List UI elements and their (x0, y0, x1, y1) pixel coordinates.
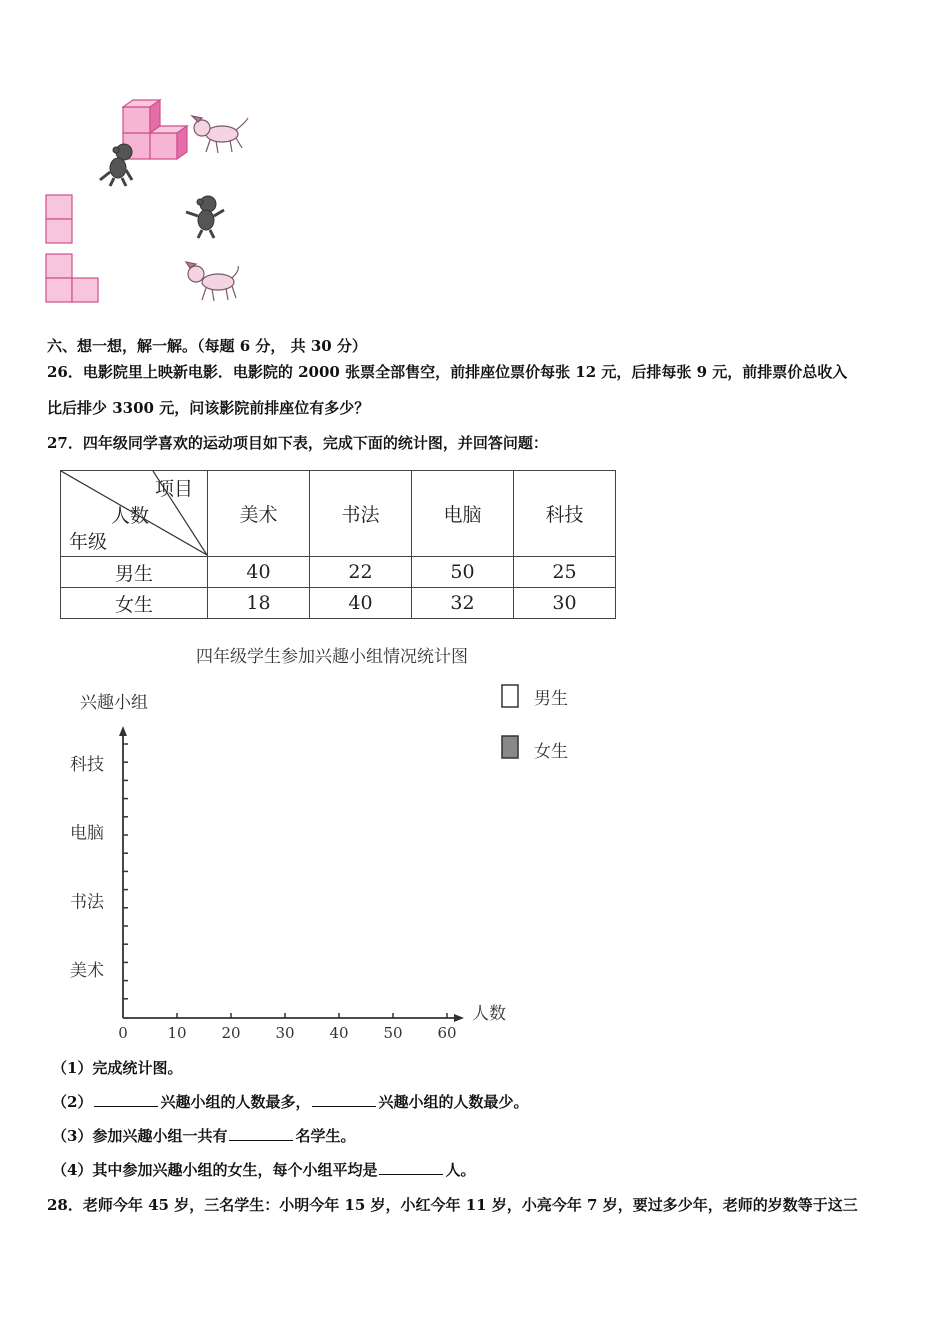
chart-y-axis-label: 兴趣小组 (80, 693, 148, 713)
monkey-icon (100, 144, 132, 186)
q27-sub4 (52, 1160, 475, 1180)
y-category-label: 科技 (70, 755, 104, 775)
sub2-middle: 兴趣小组的人数最多， (160, 1093, 311, 1111)
monkey-icon-2 (186, 196, 224, 238)
x-tick-label: 20 (221, 1024, 241, 1042)
section-title: 六、想一想，解一解。（每题 6 分， 共 30 分） (47, 337, 367, 355)
row-label: 男生 (61, 557, 208, 588)
x-tick-label: 0 (118, 1024, 128, 1042)
corner-grade-label: 年级 (69, 531, 108, 553)
x-tick-label: 50 (383, 1024, 403, 1042)
legend-girls-swatch (502, 736, 518, 758)
legend-girls-label: 女生 (534, 742, 568, 762)
q27-intro: 27．四年级同学喜欢的运动项目如下表，完成下面的统计图，并回答问题： (47, 434, 548, 452)
y-category-label: 书法 (70, 892, 104, 913)
x-tick-label: 30 (275, 1024, 295, 1042)
legend-boys-label: 男生 (534, 689, 568, 709)
answer-blank-average[interactable] (379, 1160, 443, 1175)
x-axis-arrow (454, 1014, 464, 1022)
sub4-prefix: （4）其中参加兴趣小组的女生，每个小组平均是 (52, 1161, 378, 1179)
table-row (61, 588, 616, 619)
table-cell: 50 (412, 557, 514, 588)
sub2-suffix: 兴趣小组的人数最少。 (378, 1093, 529, 1111)
y-axis-ticks (70, 744, 128, 999)
chart-title: 四年级学生参加兴趣小组情况统计图 (196, 647, 468, 667)
stacked-cubes-3d (123, 100, 187, 159)
table-cell: 32 (412, 588, 514, 619)
table-corner-cell (61, 471, 208, 557)
answer-blank-total[interactable] (229, 1126, 293, 1141)
side-view-squares (46, 254, 98, 302)
table-cell: 40 (310, 588, 412, 619)
q28-line1: 28．老师今年 45 岁，三名学生：小明今年 15 岁，小红今年 11 岁，小亮今年 7 岁，要过多少年，老师的岁数等于这三 (47, 1196, 858, 1214)
cube-views-illustration (40, 92, 260, 312)
corner-count-label: 人数 (111, 505, 150, 527)
sub3-suffix: 名学生。 (295, 1127, 356, 1145)
sub2-prefix: （2） (52, 1093, 93, 1111)
table-header: 科技 (514, 471, 616, 557)
q26-line1: 26．电影院里上映新电影．电影院的 2000 张票全部售空，前排座位票价每张 12 元，后排每张 9 元，前排票价总收入 (47, 363, 848, 381)
table-cell: 30 (514, 588, 616, 619)
sub4-suffix: 人。 (445, 1161, 476, 1179)
q27-sub3 (52, 1126, 355, 1146)
chart-x-axis-label: 人数 (472, 1004, 506, 1024)
table-cell: 40 (208, 557, 310, 588)
interest-group-chart (60, 640, 580, 1050)
dog-icon-2 (186, 262, 238, 301)
table-cell: 25 (514, 557, 616, 588)
x-tick-label: 60 (437, 1024, 457, 1042)
sub3-prefix: （3）参加兴趣小组一共有 (52, 1127, 228, 1145)
table-row (61, 557, 616, 588)
q27-sub1: （1）完成统计图。 (52, 1059, 183, 1077)
table-header: 电脑 (412, 471, 514, 557)
q27-sub2 (52, 1092, 528, 1112)
legend-boys-swatch (502, 685, 518, 707)
answer-blank-least[interactable] (312, 1092, 376, 1107)
y-axis-arrow (119, 726, 127, 736)
answer-blank-most[interactable] (94, 1092, 158, 1107)
q26-line2: 比后排少 3300 元，问该影院前排座位有多少？ (47, 399, 370, 417)
corner-item-label: 项目 (155, 478, 194, 500)
table-header: 书法 (310, 471, 412, 557)
x-tick-label: 10 (167, 1024, 187, 1042)
front-view-squares (46, 195, 72, 243)
y-category-label: 美术 (70, 961, 104, 981)
row-label: 女生 (61, 588, 208, 619)
table-header: 美术 (208, 471, 310, 557)
dog-icon (192, 116, 248, 153)
x-tick-label: 40 (329, 1024, 349, 1042)
table-cell: 22 (310, 557, 412, 588)
sports-table (60, 470, 616, 619)
table-cell: 18 (208, 588, 310, 619)
y-category-label: 电脑 (70, 823, 104, 844)
